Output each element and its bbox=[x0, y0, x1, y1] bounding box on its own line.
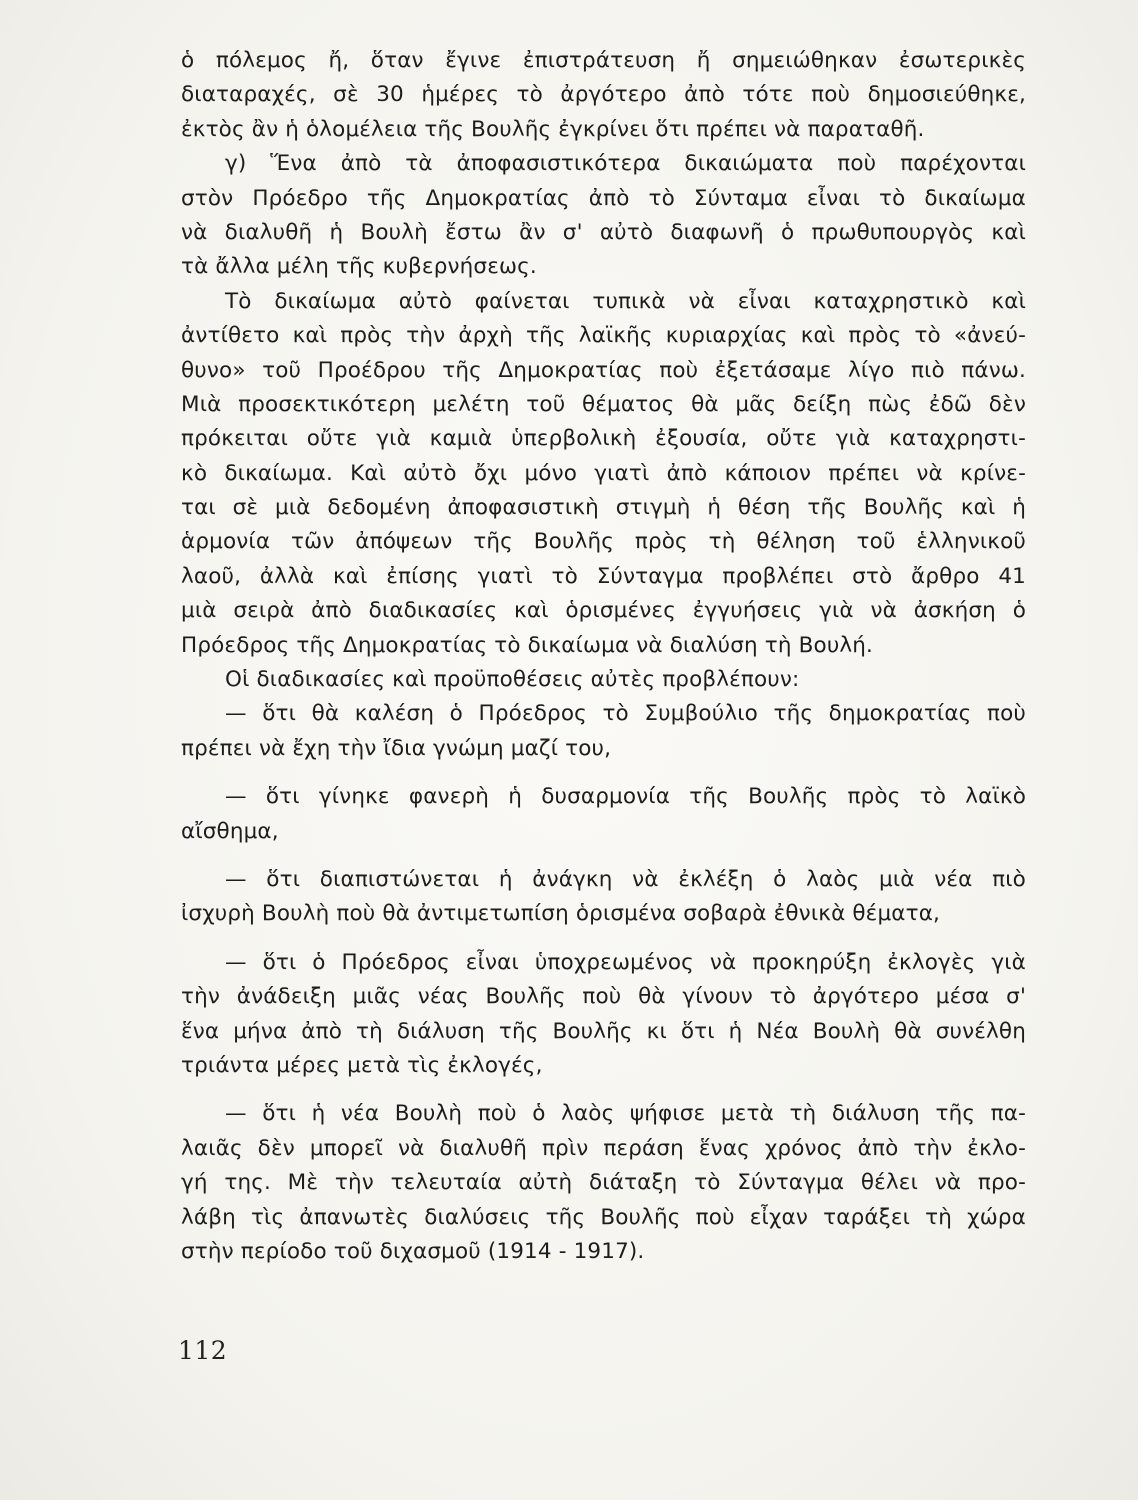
body-text bbox=[181, 44, 1026, 1269]
line-spacer bbox=[181, 1083, 1026, 1097]
text-line: κὸ δικαίωμα. Καὶ αὐτὸ ὄχι μόνο γιατὶ ἀπὸ κάποιον πρέπει νὰ κρίνε- bbox=[181, 460, 1026, 486]
page-number: 112 bbox=[178, 1336, 228, 1365]
text-line: τριάντα μέρες μετὰ τὶς ἐκλογές, bbox=[181, 1052, 543, 1078]
text-line: ται σὲ μιὰ δεδομένη ἀποφασιστικὴ στιγμὴ ἡ θέση τῆς Βουλῆς καὶ ἡ bbox=[181, 495, 1026, 521]
text-line: ἐκτὸς ἂν ἡ ὁλομέλεια τῆς Βουλῆς ἐγκρίνει ὅτι πρέπει νὰ παραταθῆ. bbox=[181, 116, 925, 142]
line-spacer bbox=[181, 932, 1026, 946]
text-line: ἕνα μήνα ἀπὸ τὴ διάλυση τῆς Βουλῆς κι ὅτι ἡ Νέα Βουλὴ θὰ συνέλθη bbox=[181, 1018, 1026, 1044]
text-line: — ὅτι ἡ νέα Βουλὴ ποὺ ὁ λαὸς ψήφισε μετὰ τὴ διάλυση τῆς πα- bbox=[225, 1101, 1026, 1127]
text-line: λαιᾶς δὲν μπορεῖ νὰ διαλυθῆ πρὶν περάση ἕνας χρόνος ἀπὸ τὴν ἐκλο- bbox=[181, 1135, 1026, 1161]
text-line: λαοῦ, ἀλλὰ καὶ ἐπίσης γιατὶ τὸ Σύνταγμα προβλέπει στὸ ἄρθρο 41 bbox=[181, 563, 1026, 589]
text-line: πρόκειται οὔτε γιὰ καμιὰ ὑπερβολικὴ ἐξουσία, οὔτε γιὰ καταχρηστι- bbox=[181, 426, 1026, 452]
text-line: Τὸ δικαίωμα αὐτὸ φαίνεται τυπικὰ νὰ εἶναι καταχρηστικὸ καὶ bbox=[225, 288, 1026, 314]
text-line: πρέπει νὰ ἔχη τὴν ἴδια γνώμη μαζί του, bbox=[181, 735, 612, 761]
text-line: Οἱ διαδικασίες καὶ προϋποθέσεις αὐτὲς προβλέπουν: bbox=[225, 667, 800, 693]
text-line: — ὅτι διαπιστώνεται ἡ ἀνάγκη νὰ ἐκλέξη ὁ λαὸς μιὰ νέα πιὸ bbox=[225, 866, 1026, 892]
text-line: ἁρμονία τῶν ἀπόψεων τῆς Βουλῆς πρὸς τὴ θέληση τοῦ ἑλληνικοῦ bbox=[181, 529, 1026, 555]
text-line: μιὰ σειρὰ ἀπὸ διαδικασίες καὶ ὁρισμένες ἐγγυήσεις γιὰ νὰ ἀσκήση ὁ bbox=[181, 598, 1026, 624]
text-line: τὰ ἄλλα μέλη τῆς κυβερνήσεως. bbox=[181, 254, 537, 280]
text-line: ἀντίθετο καὶ πρὸς τὴν ἀρχὴ τῆς λαϊκῆς κυριαρχίας καὶ πρὸς τὸ «ἀνεύ- bbox=[181, 323, 1026, 349]
text-line: Μιὰ προσεκτικότερη μελέτη τοῦ θέματος θὰ μᾶς δείξη πὼς ἐδῶ δὲν bbox=[181, 391, 1026, 417]
text-line: τὴν ἀνάδειξη μιᾶς νέας Βουλῆς ποὺ θὰ γίνουν τὸ ἀργότερο μέσα σ' bbox=[181, 984, 1026, 1010]
text-line: νὰ διαλυθῆ ἡ Βουλὴ ἔστω ἂν σ' αὐτὸ διαφωνῆ ὁ πρωθυπουργὸς καὶ bbox=[181, 219, 1026, 245]
text-line: ὁ πόλεμος ἤ, ὅταν ἔγινε ἐπιστράτευση ἤ σημειώθηκαν ἐσωτερικὲς bbox=[181, 48, 1026, 73]
line-spacer bbox=[181, 849, 1026, 863]
text-line: γ) Ἕνα ἀπὸ τὰ ἀποφασιστικότερα δικαιώματα ποὺ παρέχονται bbox=[225, 151, 1026, 177]
text-line: Πρόεδρος τῆς Δημοκρατίας τὸ δικαίωμα νὰ διαλύση τὴ Βουλή. bbox=[181, 632, 874, 658]
text-line: — ὅτι ὁ Πρόεδρος εἶναι ὑποχρεωμένος νὰ προκηρύξη ἐκλογὲς γιὰ bbox=[225, 949, 1026, 975]
line-spacer bbox=[181, 766, 1026, 780]
text-line: διαταραχές, σὲ 30 ἡμέρες τὸ ἀργότερο ἀπὸ τότε ποὺ δημοσιεύθηκε, bbox=[181, 82, 1026, 108]
text-line: — ὅτι θὰ καλέση ὁ Πρόεδρος τὸ Συμβούλιο τῆς δημοκρατίας ποὺ bbox=[225, 701, 1026, 727]
text-line: ἰσχυρὴ Βουλὴ ποὺ θὰ ἀντιμετωπίση ὁρισμένα σοβαρὰ ἐθνικὰ θέματα, bbox=[181, 901, 940, 927]
text-line: γή της. Μὲ τὴν τελευταία αὐτὴ διάταξη τὸ Σύνταγμα θέλει νὰ προ- bbox=[181, 1170, 1026, 1196]
text-line: στὸν Πρόεδρο τῆς Δημοκρατίας ἀπὸ τὸ Σύνταμα εἶναι τὸ δικαίωμα bbox=[181, 185, 1026, 211]
text-line: στὴν περίοδο τοῦ διχασμοῦ (1914 - 1917). bbox=[181, 1238, 645, 1264]
text-line: λάβη τὶς ἀπανωτὲς διαλύσεις τῆς Βουλῆς ποὺ εἶχαν ταράξει τὴ χώρα bbox=[181, 1204, 1026, 1230]
text-line: — ὅτι γίνηκε φανερὴ ἡ δυσαρμονία τῆς Βουλῆς πρὸς τὸ λαϊκὸ bbox=[225, 784, 1026, 810]
text-line: θυνο» τοῦ Προέδρου τῆς Δημοκρατίας ποὺ ἐξετάσαμε λίγο πιὸ πάνω. bbox=[181, 357, 1026, 383]
text-line: αἴσθημα, bbox=[181, 818, 279, 844]
